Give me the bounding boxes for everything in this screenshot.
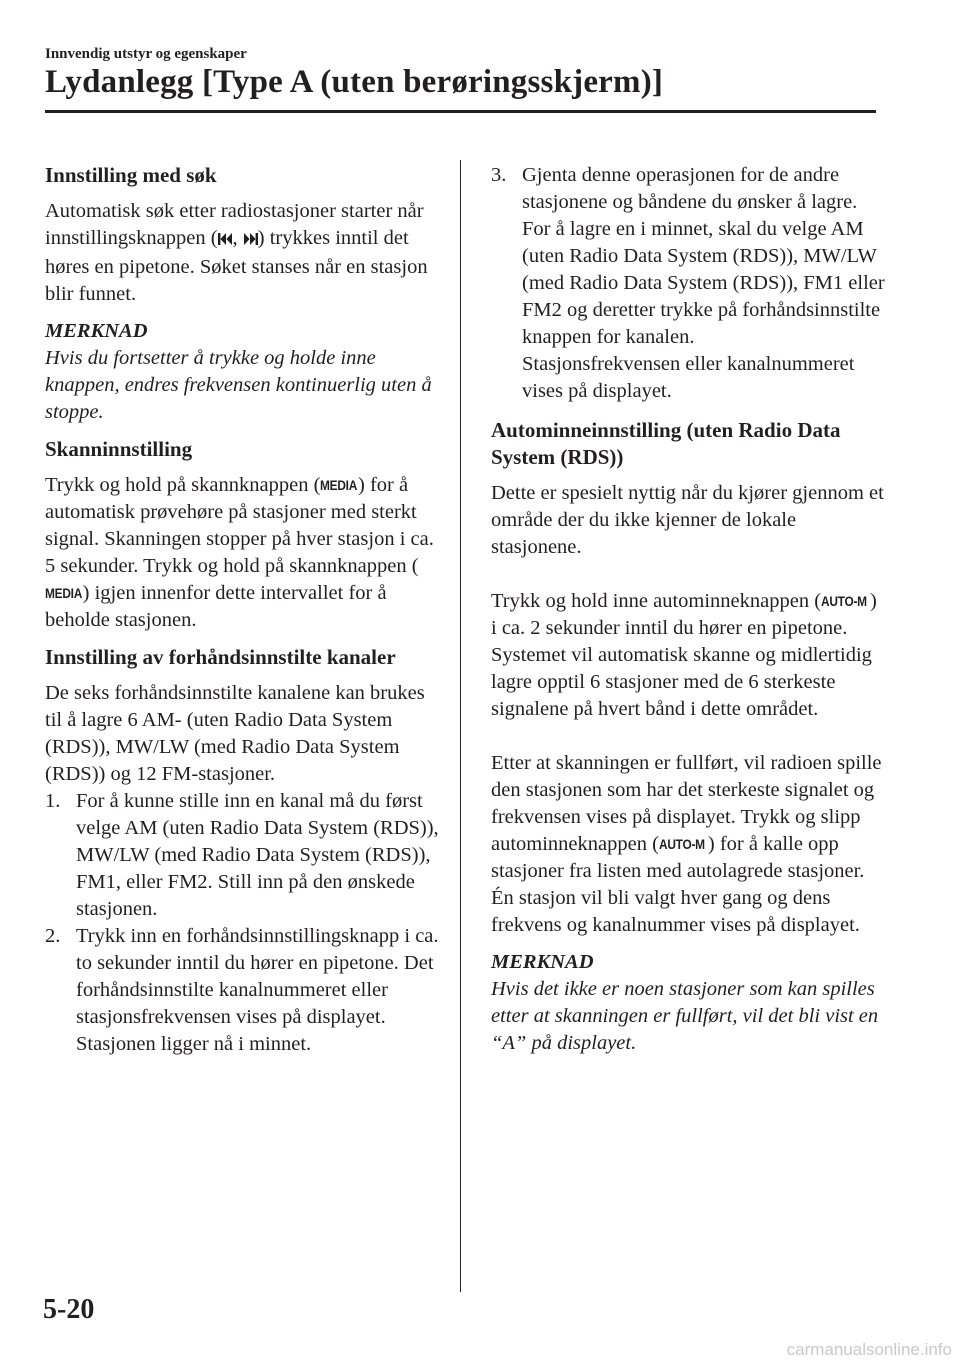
preset-paragraph: De seks forhåndsinnstilte kanalene kan brukes til å lagre 6 AM- (uten Radio Data System (RDS)), MW/LW (med Radio Data System (RDS)) og 12 FM-stasjoner. bbox=[45, 682, 425, 785]
header-rule bbox=[45, 110, 876, 113]
media-button-icon: MEDIA bbox=[45, 585, 83, 601]
watermark: carmanualsonline.info bbox=[786, 1340, 952, 1359]
auto-memory-recall: Etter at skanningen er fullført, vil radioen spille den stasjonen som har det sterkeste signalet og frekvensen vises på displayet. Trykk og slipp autominneknappen (AUTO-M ) for å kalle opp stasjoner fra listen med autolagrede stasjoner. Én stasjon vil bli valgt hver gang og dens frekvens og kanalnummer vises på displayet. bbox=[491, 752, 882, 936]
left-column bbox=[45, 162, 445, 1070]
media-button-icon: MEDIA bbox=[320, 477, 358, 493]
page-number: 5-20 bbox=[43, 1294, 95, 1325]
preset-steps-continued bbox=[491, 162, 886, 405]
list-item: 1. For å kunne stille inn en kanal må du først velge AM (uten Radio Data System (RDS)), MW/LW (med Radio Data System (RDS)), FM1, eller FM2. Still inn på den ønskede stasjonen. bbox=[45, 790, 439, 920]
note-title: MERKNAD bbox=[491, 951, 594, 973]
skip-forward-icon bbox=[243, 227, 258, 254]
seek-heading: Innstilling med søk bbox=[45, 163, 217, 187]
preset-steps bbox=[45, 788, 445, 1058]
skip-back-icon bbox=[218, 227, 233, 254]
scan-heading: Skanninnstilling bbox=[45, 437, 193, 461]
auto-memory-heading: Autominneinnstilling (uten Radio Data System (RDS)) bbox=[491, 418, 841, 469]
note-body: Hvis du fortsetter å trykke og holde inne knappen, endres frekvensen kontinuerlig uten å stoppe. bbox=[45, 347, 432, 423]
seek-paragraph: Automatisk søk etter radiostasjoner starter når innstillingsknappen ( , ) trykkes inntil det høres en pipetone. Søket stanses når en stasjon blir funnet. bbox=[45, 200, 428, 305]
scan-paragraph: Trykk og hold på skannknappen (MEDIA) for å automatisk prøvehøre på stasjoner med sterkt signal. Skanningen stopper på hver stasjon i ca. 5 sekunder. Trykk og hold på skannknappen (MEDIA) igjen innenfor dette intervallet for å beholde stasjonen. bbox=[45, 474, 434, 631]
auto-m-button-icon: AUTO-M bbox=[821, 593, 867, 609]
list-item: 2. Trykk inn en forhåndsinnstillingsknapp i ca. to sekunder inntil du hører en pipetone. Det forhåndsinnstilte kanalnummeret eller stasjonsfrekvensen vises på displayet. Stasjonen ligger nå i minnet. bbox=[45, 925, 439, 1055]
list-item: 3. Gjenta denne operasjonen for de andre stasjonene og båndene du ønsker å lagre. For å lagre en i minnet, skal du velge AM (uten Radio Data System (RDS)), MW/LW (med Radio Data System (RDS)), FM1 eller FM2 og deretter trykke på forhåndsinnstilte knappen for kanalen. Stasjonsfrekvensen eller kanalnummeret vises på displayet. bbox=[491, 164, 885, 402]
note-body: Hvis det ikke er noen stasjoner som kan spilles etter at skanningen er fullført, vil det bli vist en “A” på displayet. bbox=[491, 978, 879, 1054]
section-label: Innvendig utstyr og egenskaper bbox=[45, 46, 247, 62]
column-divider bbox=[460, 160, 461, 1292]
chapter-title: Lydanlegg [Type A (uten berøringsskjerm)] bbox=[45, 64, 664, 100]
note-title: MERKNAD bbox=[45, 320, 148, 342]
preset-heading: Innstilling av forhåndsinnstilte kanaler bbox=[45, 645, 396, 669]
auto-memory-intro: Dette er spesielt nyttig når du kjører gjennom et område der du ikke kjenner de lokale stasjonene. bbox=[491, 482, 884, 558]
auto-memory-paragraph: Trykk og hold inne autominneknappen (AUTO-M ) i ca. 2 sekunder inntil du hører en pipetone. Systemet vil automatisk skanne og midlertidig lagre opptil 6 stasjoner med de 6 sterkeste signalene på hvert bånd i dette området. bbox=[491, 590, 877, 720]
right-column bbox=[491, 162, 886, 1067]
auto-m-button-icon: AUTO-M bbox=[658, 836, 705, 852]
